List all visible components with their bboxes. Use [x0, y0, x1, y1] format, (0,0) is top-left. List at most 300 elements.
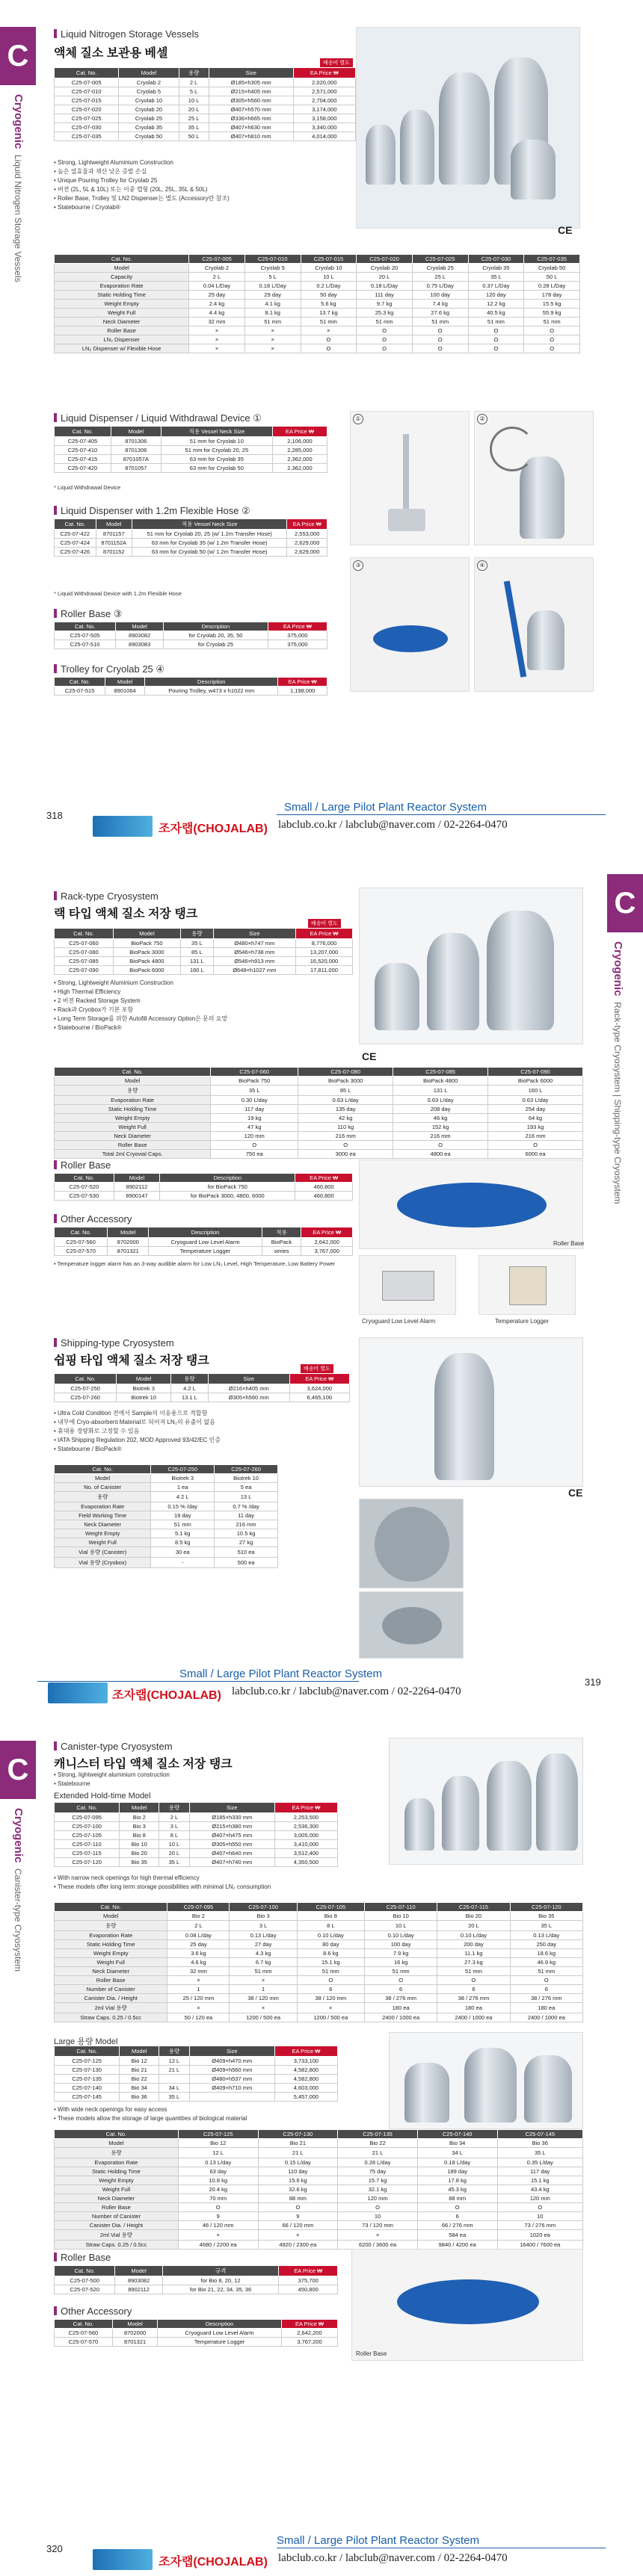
- table-cell: 25 day: [189, 291, 245, 300]
- table-cell: C25-07-405: [55, 437, 111, 446]
- table-cell: 0.10 L/day: [437, 1931, 510, 1940]
- column-header: C25-07-080: [298, 1068, 393, 1077]
- roller-table: [54, 1173, 353, 1201]
- table-cell: for Bio 21, 22, 34, 35, 36: [162, 2285, 279, 2294]
- table-cell: Bio 3: [120, 1822, 159, 1831]
- table-cell: Ø480×h537 mm: [189, 2075, 274, 2084]
- table-row: [55, 2075, 338, 2084]
- extended-table: [54, 1802, 338, 1867]
- table-cell: 35 L: [211, 1086, 298, 1096]
- table-cell: 15.7 kg: [338, 2176, 418, 2185]
- table-row: [55, 2276, 338, 2285]
- table-cell: Weight Full: [55, 309, 189, 318]
- table-cell: 63 mm for Cryolab 50 (w/ 1.2m Transfer Hose): [132, 548, 286, 557]
- table-cell: Evaporation Rate: [55, 2158, 179, 2167]
- table-cell: 100 day: [364, 1940, 437, 1949]
- table-header-row: [55, 1227, 353, 1238]
- table-cell: O: [298, 1141, 393, 1150]
- table-cell: O: [301, 335, 357, 344]
- table-cell: 0.7 % /day: [215, 1502, 278, 1511]
- table-cell: Bio 21: [120, 2066, 159, 2075]
- list-item: • 버전 (2L, 5L & 10L) 또는 이중 캡형 (20L, 25L, 35L & 50L): [54, 185, 368, 194]
- table-cell: 6: [510, 1985, 582, 1994]
- column-header: Cat. No.: [55, 1227, 108, 1238]
- roller-base-photo: [351, 2249, 583, 2361]
- table-cell: Vial 용량 (Cryobox): [55, 1558, 151, 1568]
- dispenser-note: * Liquid Withdrawal Device: [54, 484, 121, 491]
- column-header: EA Price ₩: [295, 1174, 353, 1183]
- table-cell: Cryolab 2: [189, 264, 245, 273]
- table-cell: series: [262, 1247, 301, 1256]
- accessory-title: Other Accessory: [54, 1213, 132, 1224]
- table-cell: 8.1 kg: [244, 309, 301, 318]
- table-row: [55, 2066, 338, 2075]
- table-cell: 750 ea: [211, 1150, 298, 1159]
- table-cell: C25-07-530: [55, 1192, 114, 1201]
- table-row: [55, 1813, 338, 1822]
- column-header: C25-07-035: [524, 255, 580, 264]
- column-header: Cat. No.: [55, 1068, 211, 1077]
- table-cell: 6: [364, 1985, 437, 1994]
- canister-topview-photo: [359, 1499, 464, 1588]
- table-row: [55, 1150, 583, 1159]
- table-cell: Cryolab 50: [119, 132, 179, 141]
- table-row: [55, 291, 580, 300]
- table-cell: Weight Full: [55, 1958, 167, 1967]
- table-row: [55, 2212, 583, 2221]
- table-cell: Ø480×h747 mm: [213, 939, 295, 948]
- table-cell: 2,642,000: [301, 1238, 353, 1247]
- column-header: Size: [209, 68, 293, 78]
- table-cell: C25-07-080: [55, 948, 114, 957]
- table-row: [55, 1921, 583, 1931]
- table-cell: Neck Diameter: [55, 318, 189, 326]
- num-1: ①: [353, 414, 363, 424]
- table-cell: 51 mm: [230, 1967, 297, 1976]
- table-cell: ×: [189, 344, 245, 353]
- table-cell: Ø407×h640 mm: [189, 1849, 274, 1858]
- table-row: [55, 1967, 583, 1976]
- contact-info: labclub.co.kr / labclub@naver.com / 02-2264-0470: [278, 2552, 508, 2564]
- table-cell: 131 L: [393, 1086, 488, 1096]
- column-header: C25-07-005: [189, 255, 245, 264]
- side-label: CryogenicCanister-type Cryosystem: [12, 1808, 25, 1972]
- table-cell: Ø546×h738 mm: [213, 948, 295, 957]
- list-item: • 내부에 Cryo-absorbent Material로 되어져 LN₂의 유출이 없음: [54, 1418, 353, 1427]
- table-cell: 35 L: [510, 1921, 582, 1931]
- table-cell: for Cryolab 25: [164, 640, 268, 649]
- table-cell: C25-07-110: [55, 1840, 120, 1849]
- table-cell: 2ml Vial 용량: [55, 2230, 179, 2241]
- table-header-row: [55, 1903, 583, 1912]
- trolley-table: [54, 677, 327, 696]
- table-cell: 375,700: [279, 2276, 338, 2285]
- table-cell: C25-07-035: [55, 132, 119, 141]
- table-header-row: [55, 929, 353, 939]
- column-header: Model: [120, 2046, 159, 2057]
- table-cell: 21 L: [338, 2148, 418, 2158]
- brand-name: 조자랩(CHOJALAB): [159, 2556, 268, 2569]
- table-cell: C25-07-422: [55, 530, 96, 539]
- column-header: Model: [112, 2320, 157, 2329]
- table-cell: 4.2 L: [171, 1384, 209, 1393]
- table-cell: Model: [55, 1912, 167, 1921]
- table-cell: 8701152: [96, 548, 132, 557]
- table-row: [55, 2221, 583, 2230]
- table-cell: 38 / 120 mm: [297, 1994, 364, 2003]
- table-cell: 10.5 kg: [215, 1529, 278, 1538]
- table-cell: 3 L: [159, 1822, 189, 1831]
- table-cell: 2,106,000: [272, 437, 327, 446]
- table-cell: C25-07-426: [55, 548, 96, 557]
- table-cell: 40.5 kg: [468, 309, 524, 318]
- table-row: [55, 2158, 583, 2167]
- table-cell: 11 day: [215, 1511, 278, 1520]
- table-cell: 193 kg: [488, 1123, 583, 1132]
- table-cell: 120 mm: [338, 2194, 418, 2203]
- table-cell: C25-07-520: [55, 1183, 114, 1192]
- table-cell: 2,253,500: [274, 1813, 337, 1822]
- column-header: Cat. No.: [55, 427, 111, 437]
- table-cell: Cryolab 20: [357, 264, 413, 273]
- list-item: • Statebourne / BioPack®: [54, 1024, 353, 1032]
- table-cell: 0.2 L/Day: [301, 282, 357, 291]
- hose-note: * Liquid Withdrawal Device with 1.2m Flexible Hose: [54, 590, 182, 597]
- shipping-title-ko: 쉽핑 타입 액체 질소 저장 탱크: [54, 1354, 209, 1367]
- list-item: • High Thermal Efficiency: [54, 988, 353, 997]
- column-header: EA Price ₩: [268, 622, 327, 631]
- table-cell: 216 mm: [488, 1132, 583, 1141]
- table-cell: 180 ea: [510, 2003, 582, 2013]
- table-cell: Cryolab 50: [524, 264, 580, 273]
- list-item: • Roller Base, Trolley 및 LN2 Dispenser는 별도 (Accessory란 참조): [54, 194, 368, 203]
- hose-title: Liquid Dispenser with 1.2m Flexible Hose ②: [54, 505, 250, 517]
- table-row: [55, 2176, 583, 2185]
- table-cell: Bio 8: [297, 1912, 364, 1921]
- table-cell: O: [258, 2203, 338, 2212]
- table-cell: 1: [167, 1985, 230, 1994]
- table-cell: Weight Full: [55, 1123, 211, 1132]
- biopack-photo: [359, 888, 583, 1044]
- table-cell: 50 L: [524, 273, 580, 282]
- table-row: [55, 1086, 583, 1096]
- table-cell: 0.75 L/Day: [412, 282, 468, 291]
- table-cell: 1200 / 500 ea: [230, 2013, 297, 2022]
- table-cell: C25-07-140: [55, 2084, 120, 2093]
- table-cell: C25-07-570: [55, 2338, 113, 2347]
- dispenser-photo: [350, 411, 470, 545]
- table-cell: 25 L: [412, 273, 468, 282]
- table-cell: Evaporation Rate: [55, 282, 189, 291]
- list-item: • Statebourne / BioPack®: [54, 1445, 353, 1454]
- table-row: [55, 1547, 278, 1558]
- table-header-row: [55, 2046, 338, 2057]
- table-cell: C25-07-020: [55, 105, 119, 114]
- table-cell: 38 / 276 mm: [510, 1994, 582, 2003]
- table-cell: 120 day: [468, 291, 524, 300]
- table-cell: 1: [230, 1985, 297, 1994]
- table-row: [55, 282, 580, 291]
- table-cell: 55.9 kg: [524, 309, 580, 318]
- table-cell: Straw Caps. 0.25 / 0.5cc: [55, 2013, 167, 2022]
- table-cell: O: [437, 1976, 510, 1985]
- table-cell: Weight Empty: [55, 1114, 211, 1123]
- table-cell: 2,704,000: [293, 96, 355, 105]
- table-cell: 5.1 kg: [151, 1529, 215, 1538]
- table-cell: 51 mm: [297, 1967, 364, 1976]
- table-cell: for BioPack 750: [160, 1183, 295, 1192]
- table-cell: 2 L: [159, 1813, 189, 1822]
- table-cell: 460,800: [295, 1183, 353, 1192]
- table-cell: LN₂ Dispenser: [55, 335, 189, 344]
- table-cell: Canister Dia. / Height: [55, 2221, 179, 2230]
- table-cell: 35 L: [468, 273, 524, 282]
- table-cell: O: [524, 326, 580, 335]
- table-cell: 0.28 L/day: [338, 2158, 418, 2167]
- table-cell: ×: [301, 326, 357, 335]
- table-cell: 216 mm: [298, 1132, 393, 1141]
- table-cell: 160 L: [181, 966, 214, 975]
- footer-title: Small / Large Pilot Plant Reactor System: [179, 1668, 382, 1680]
- table-row: [55, 78, 356, 87]
- table-row: [55, 1096, 583, 1105]
- table-row: [55, 326, 580, 335]
- table-cell: 2,362,000: [272, 464, 327, 473]
- table-cell: 20 L: [179, 105, 209, 114]
- table-row: [55, 1949, 583, 1958]
- table-cell: BioPack 4800: [393, 1077, 488, 1086]
- table-cell: 15.5 kg: [524, 300, 580, 309]
- table-cell: 46 kg: [393, 1114, 488, 1123]
- table-cell: 47 kg: [211, 1123, 298, 1132]
- column-header: Model: [113, 929, 180, 939]
- table-cell: 27.6 kg: [412, 309, 468, 318]
- table-cell: 4,350,500: [274, 1858, 337, 1867]
- table-cell: O: [393, 1141, 488, 1150]
- column-header: C25-07-145: [497, 2130, 583, 2139]
- column-header: Cat. No.: [55, 2266, 115, 2276]
- table-row: [55, 1529, 278, 1538]
- table-cell: 254 day: [488, 1105, 583, 1114]
- table-row: [55, 2057, 338, 2066]
- table-header-row: [55, 427, 327, 437]
- trolley-photo: [474, 557, 594, 692]
- alarm-caption: Cryoguard Low Level Alarm: [362, 1318, 436, 1325]
- list-item: • These models offer long term storage possibilities with minimal LN₂ consumption: [54, 1883, 353, 1892]
- table-cell: Ø546×h913 mm: [213, 957, 295, 966]
- table-cell: Straw Caps. 0.25 / 0.5cc: [55, 2241, 179, 2250]
- table-row: [55, 948, 353, 957]
- list-item: • Ultra Cold Condition 전에서 Sample의 이송용으로 적합함: [54, 1409, 353, 1418]
- column-header: Model: [108, 1227, 149, 1238]
- table-row: [55, 1511, 278, 1520]
- table-cell: BioPack: [262, 1238, 301, 1247]
- table-cell: BioPack 6000: [113, 966, 180, 975]
- table-row: [55, 1393, 350, 1402]
- table-header-row: [55, 1803, 338, 1813]
- column-header: Description: [158, 2320, 282, 2329]
- table-row: [55, 264, 580, 273]
- list-item: • Long Term Storage를 위한 Autofill Accessory Option은 문의 요망: [54, 1015, 353, 1024]
- table-cell: 0.18 L/Day: [357, 282, 413, 291]
- table-cell: 6: [417, 2212, 497, 2221]
- column-header: Cat. No.: [55, 68, 119, 78]
- table-cell: 51 mm: [151, 1520, 215, 1529]
- table-cell: 10: [338, 2212, 418, 2221]
- footer: [0, 1666, 643, 1703]
- table-cell: Ø407×h630 mm: [209, 123, 293, 132]
- contact-info: labclub.co.kr / labclub@naver.com / 02-2264-0470: [278, 819, 508, 831]
- table-cell: 38 / 120 mm: [230, 1994, 297, 2003]
- table-row: [55, 1141, 583, 1150]
- column-header: C25-07-130: [258, 2130, 338, 2139]
- list-item: • With narrow neck openings for high thermal efficiency: [54, 1874, 353, 1883]
- canister-photo: [359, 1591, 464, 1659]
- column-header: C25-07-140: [417, 2130, 497, 2139]
- table-header-row: [55, 2320, 338, 2329]
- table-cell: 10: [497, 2212, 583, 2221]
- shipping-spec-table: [54, 1464, 278, 1568]
- column-header: C25-07-110: [364, 1903, 437, 1912]
- page-319: [0, 844, 643, 1711]
- table-cell: 8903083: [116, 640, 164, 649]
- table-cell: C25-07-025: [55, 114, 119, 123]
- table-cell: BioPack 750: [113, 939, 180, 948]
- column-header: Cat. No.: [55, 929, 114, 939]
- column-header: Size: [213, 929, 295, 939]
- table-cell: O: [468, 344, 524, 353]
- table-header-row: [55, 1068, 583, 1077]
- roller-title: Roller Base: [54, 1159, 111, 1171]
- table-cell: BioPack 3000: [113, 948, 180, 957]
- table-cell: 20 L: [437, 1921, 510, 1931]
- table-cell: 27 day: [230, 1940, 297, 1949]
- table-header-row: [55, 1174, 353, 1183]
- table-cell: Ø409×h710 mm: [189, 2084, 274, 2093]
- table-cell: Bio 34: [120, 2084, 159, 2093]
- title-ko: 랙 타입 액체 질소 저장 탱크: [54, 908, 198, 920]
- table-cell: O: [468, 326, 524, 335]
- section-tab: C: [607, 874, 643, 932]
- table-cell: 8901064: [105, 687, 145, 696]
- table-cell: 4.2 L: [151, 1492, 215, 1502]
- brand-name: 조자랩(CHOJALAB): [159, 823, 268, 835]
- table-cell: ×: [244, 344, 301, 353]
- table-cell: Evaporation Rate: [55, 1096, 211, 1105]
- column-header: Model: [119, 68, 179, 78]
- table-cell: 75 day: [338, 2167, 418, 2176]
- table-cell: 20 L: [159, 1849, 189, 1858]
- table-cell: 100 day: [412, 291, 468, 300]
- table-cell: 51 mm: [437, 1967, 510, 1976]
- table-cell: 12 L: [178, 2148, 258, 2158]
- table-cell: C25-07-090: [55, 966, 114, 975]
- table-cell: 0.28 L/Day: [524, 282, 580, 291]
- table-cell: BioPack 6000: [488, 1077, 583, 1086]
- table-cell: for Cryolab 20, 35, 50: [164, 631, 268, 640]
- table-cell: Capacity: [55, 273, 189, 282]
- table-cell: O: [497, 2203, 583, 2212]
- table-cell: 460,800: [295, 1192, 353, 1201]
- table-cell: 4.1 kg: [244, 300, 301, 309]
- dispenser-title: Liquid Dispenser / Liquid Withdrawal Device ①: [54, 412, 262, 424]
- column-header: EA Price ₩: [301, 1227, 353, 1238]
- table-cell: 8,776,000: [295, 939, 352, 948]
- table-cell: No. of Canister: [55, 1483, 151, 1492]
- table-row: [55, 1114, 583, 1123]
- table-cell: Neck Diameter: [55, 1132, 211, 1141]
- table-cell: C25-07-500: [55, 2276, 115, 2285]
- table-cell: 450,800: [279, 2285, 338, 2294]
- large-feature-list: [54, 2105, 353, 2123]
- table-cell: 0.63 L/day: [488, 1096, 583, 1105]
- table-cell: 4800 ea: [393, 1150, 488, 1159]
- brand-logo: [48, 1682, 108, 1703]
- column-header: EA Price ₩: [272, 427, 327, 437]
- page-number: 319: [585, 1676, 601, 1688]
- column-header: C25-07-250: [151, 1465, 215, 1474]
- table-cell: ×: [338, 2230, 418, 2241]
- table-row: [55, 1994, 583, 2003]
- column-header: Cat. No.: [55, 255, 189, 264]
- table-cell: 42 kg: [298, 1114, 393, 1123]
- extended-spec-table: [54, 1902, 583, 2022]
- table-row: [55, 455, 327, 464]
- table-cell: Biotrek 3: [117, 1384, 171, 1393]
- table-cell: O: [364, 1976, 437, 1985]
- table-cell: 25.3 kg: [357, 309, 413, 318]
- table-cell: 51 mm: [301, 318, 357, 326]
- table-cell: Cryolab 35: [468, 264, 524, 273]
- table-row: [55, 1492, 278, 1502]
- table-cell: 63 mm for Cryolab 35: [161, 455, 272, 464]
- table-cell: 500 ea: [215, 1558, 278, 1568]
- ce-mark: CE: [558, 224, 573, 236]
- table-row: [55, 123, 356, 132]
- column-header: 용량: [159, 1803, 189, 1813]
- list-item: • Strong, lightweight aluminium construction: [54, 1771, 278, 1780]
- table-cell: 2 L: [189, 273, 245, 282]
- table-cell: 160 L: [488, 1086, 583, 1096]
- table-cell: Bio 12: [178, 2139, 258, 2148]
- table-cell: 73 / 120 mm: [338, 2221, 418, 2230]
- table-cell: 0.63 L/day: [298, 1096, 393, 1105]
- num-3: ③: [353, 560, 363, 571]
- table-cell: for Bio 8, 20, 12: [162, 2276, 279, 2285]
- table-cell: 50 L: [179, 132, 209, 141]
- table-cell: 3,733,100: [274, 2057, 337, 2066]
- table-cell: 51 mm for Cryolab 20, 25 (w/ 1.2m Transfer Hose): [132, 530, 286, 539]
- table-header-row: [55, 1374, 350, 1384]
- table-row: [55, 1822, 338, 1831]
- table-cell: 2,571,000: [293, 87, 355, 96]
- dewar-family-photo: [356, 27, 580, 229]
- table-cell: 8902112: [115, 2285, 162, 2294]
- table-cell: Evaporation Rate: [55, 1502, 151, 1511]
- column-header: C25-07-100: [230, 1903, 297, 1912]
- table-cell: 3,158,000: [293, 114, 355, 123]
- table-cell: C25-07-105: [55, 1831, 120, 1840]
- table-cell: 35 L: [179, 123, 209, 132]
- table-row: [55, 1077, 583, 1086]
- table-cell: Cryolab 10: [301, 264, 357, 273]
- list-item: • Strong, Lightweight Aluminium Construction: [54, 158, 368, 167]
- feature-list: [54, 158, 368, 212]
- side-label: CryogenicLiquid Nitrogen Storage Vessels: [12, 94, 25, 283]
- table-cell: Cryolab 5: [244, 264, 301, 273]
- table-cell: C25-07-560: [55, 1238, 108, 1247]
- table-cell: Biotrek 10: [215, 1474, 278, 1483]
